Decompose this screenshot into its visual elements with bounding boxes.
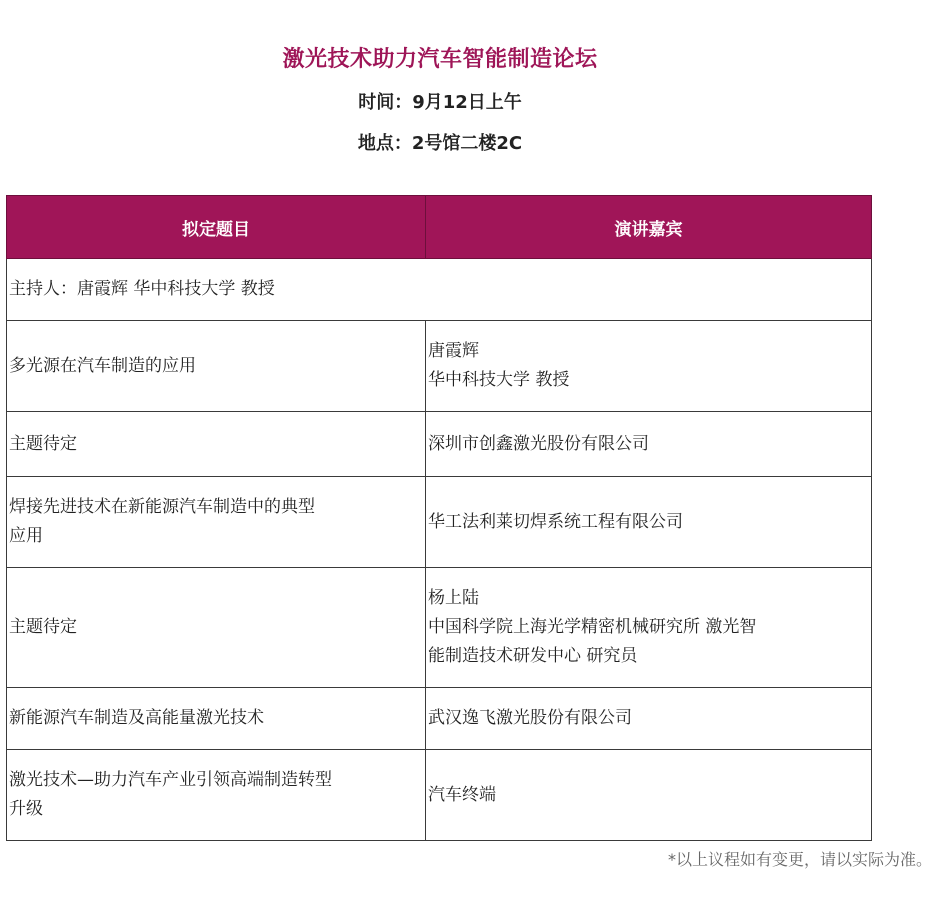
table-row (7, 477, 872, 568)
topic-cell (7, 688, 426, 750)
table-row (7, 412, 872, 477)
speaker-line: 武汉逸飞激光股份有限公司 (428, 708, 632, 728)
topic-cell (7, 321, 426, 412)
host-cell: 主持人：唐霞辉 华中科技大学 教授 (7, 259, 872, 321)
topic-line: 多光源在汽车制造的应用 (9, 355, 196, 376)
table-row (7, 750, 872, 841)
speaker-line: 华工法利莱切焊系统工程有限公司 (428, 511, 683, 532)
header-topic: 拟定题目 (7, 196, 426, 259)
topic-cell (7, 477, 426, 568)
topic-line: 新能源汽车制造及高能量激光技术 (9, 708, 264, 728)
disclaimer-note: *以上议程如有变更，请以实际为准。 (667, 850, 932, 869)
table-row (7, 321, 872, 412)
speaker-cell (426, 568, 872, 688)
page-title: 激光技术助力汽车智能制造论坛 (282, 47, 598, 72)
speaker-line: 杨上陆 (428, 588, 479, 608)
speaker-cell (426, 321, 872, 412)
topic-line: 激光技术—助力汽车产业引领高端制造转型 (9, 770, 332, 790)
speaker-line: 华中科技大学 教授 (428, 370, 570, 390)
host-row (7, 259, 872, 321)
speaker-line: 汽车终端 (428, 784, 496, 805)
speaker-cell (426, 750, 872, 841)
speaker-line: 中国科学院上海光学精密机械研究所 激光智 (428, 617, 757, 637)
speaker-cell (426, 412, 872, 477)
speaker-line: 能制造技术研发中心 研究员 (428, 646, 638, 666)
topic-line: 焊接先进技术在新能源汽车制造中的典型 (9, 497, 315, 517)
header-speaker: 演讲嘉宾 (426, 196, 872, 259)
table-header-row (7, 196, 872, 259)
topic-cell (7, 568, 426, 688)
topic-cell (7, 412, 426, 477)
topic-line: 应用 (9, 526, 43, 546)
topic-line: 升级 (9, 799, 43, 819)
speaker-cell (426, 688, 872, 750)
speaker-line: 深圳市创鑫激光股份有限公司 (428, 433, 649, 454)
topic-cell (7, 750, 426, 841)
speaker-cell (426, 477, 872, 568)
event-time: 时间：9月12日上午 (358, 92, 522, 113)
table-row (7, 688, 872, 750)
speaker-line: 唐霞辉 (428, 341, 479, 361)
topic-line: 主题待定 (9, 433, 77, 454)
agenda-table (6, 195, 872, 841)
event-place: 地点：2号馆二楼2C (357, 133, 523, 154)
topic-line: 主题待定 (9, 617, 77, 637)
table-row (7, 568, 872, 688)
